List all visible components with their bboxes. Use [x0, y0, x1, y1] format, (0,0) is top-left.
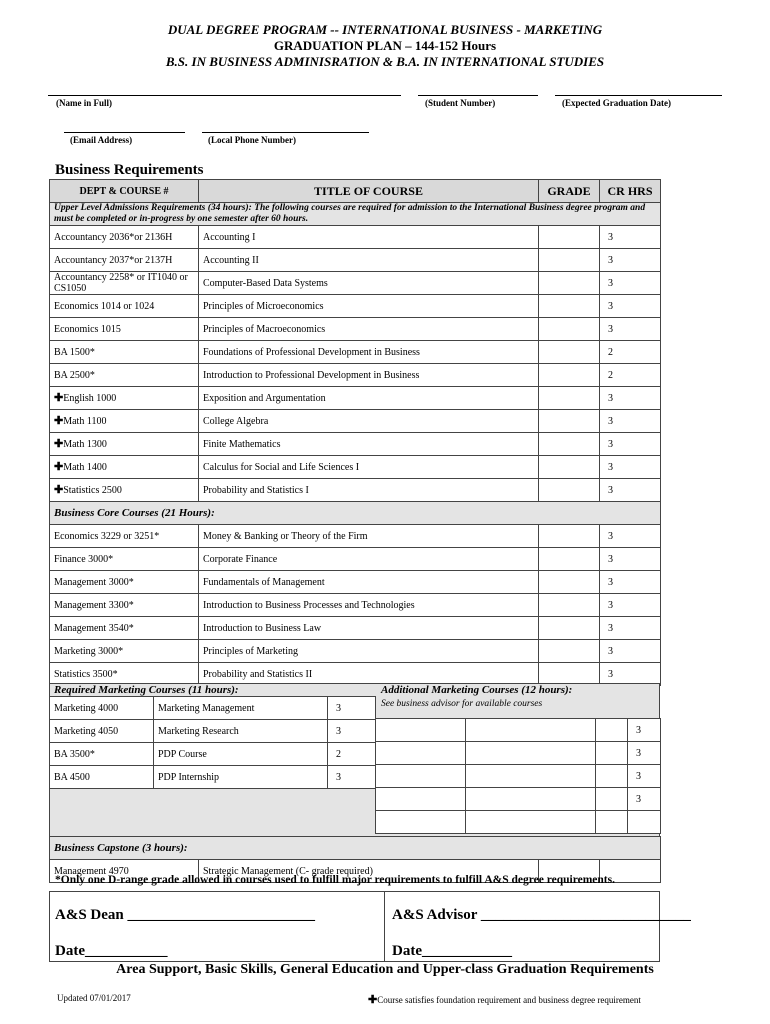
- course-cell: [50, 479, 199, 502]
- grade-cell[interactable]: [539, 364, 600, 387]
- table-row: [50, 697, 376, 720]
- document-title: [0, 22, 770, 70]
- table-row: [50, 456, 661, 479]
- title-cell: Marketing Research: [154, 720, 328, 743]
- grade-cell[interactable]: [539, 456, 600, 479]
- title-cell: Accounting II: [199, 249, 539, 272]
- hrs-cell[interactable]: [628, 811, 661, 834]
- hrs-cell: 3: [328, 766, 376, 789]
- course-cell: Marketing 4050: [50, 720, 154, 743]
- course-cell: Management 3000*: [50, 571, 199, 594]
- title-cell: Money & Banking or Theory of the Firm: [199, 525, 539, 548]
- plus-icon: ✚: [54, 483, 64, 496]
- course-label: English 1000: [63, 392, 117, 404]
- hrs-cell: 2: [328, 743, 376, 766]
- title-cell: Finite Mathematics: [199, 433, 539, 456]
- plus-legend: [368, 993, 641, 1006]
- course-cell: Marketing 3000*: [50, 640, 199, 663]
- title-cell: Introduction to Professional Development in Business: [199, 364, 539, 387]
- course-cell: Economics 3229 or 3251*: [50, 525, 199, 548]
- title-cell: Marketing Management: [154, 697, 328, 720]
- hrs-cell: 3: [600, 295, 661, 318]
- table-header: [50, 180, 661, 203]
- title-cell: Exposition and Argumentation: [199, 387, 539, 410]
- updated-date: Updated 07/01/2017: [57, 993, 131, 1003]
- hrs-cell: 3: [600, 226, 661, 249]
- title-cell[interactable]: [466, 765, 596, 788]
- plus-icon: ✚: [54, 460, 64, 473]
- course-cell[interactable]: [376, 742, 466, 765]
- graduation-date-label: (Expected Graduation Date): [562, 98, 671, 108]
- header-grade: GRADE: [539, 180, 600, 203]
- title-cell: Introduction to Business Law: [199, 617, 539, 640]
- advisor-date[interactable]: Date____________: [392, 943, 512, 959]
- course-label: Accountancy 2037*or 2137H: [54, 254, 173, 266]
- table-row: [376, 742, 661, 765]
- phone-label: (Local Phone Number): [208, 135, 296, 145]
- course-label: BA 2500*: [54, 369, 95, 381]
- course-cell: [50, 295, 199, 318]
- course-cell: [50, 433, 199, 456]
- course-cell[interactable]: [376, 719, 466, 742]
- hrs-cell: 3: [628, 742, 661, 765]
- requirements-table: [49, 179, 661, 686]
- grade-cell[interactable]: [539, 617, 600, 640]
- course-cell: Marketing 4000: [50, 697, 154, 720]
- course-cell[interactable]: [376, 811, 466, 834]
- grade-cell[interactable]: [596, 811, 628, 834]
- title-cell: Strategic Management (C- grade required): [199, 860, 539, 883]
- grade-cell[interactable]: [539, 226, 600, 249]
- title-cell: Introduction to Business Processes and Technologies: [199, 594, 539, 617]
- course-cell: [50, 272, 199, 295]
- table-row: [50, 720, 376, 743]
- table-row: [50, 249, 661, 272]
- title-cell: PDP Course: [154, 743, 328, 766]
- table-row: [50, 341, 661, 364]
- legend-text: Course satisfies foundation requirement and business degree requirement: [377, 995, 641, 1005]
- title-line-2: GRADUATION PLAN – 144-152 Hours: [273, 38, 497, 53]
- grade-cell[interactable]: [539, 479, 600, 502]
- title-cell: Fundamentals of Management: [199, 571, 539, 594]
- hrs-cell: 3: [600, 617, 661, 640]
- table-row: [50, 410, 661, 433]
- hrs-cell: 3: [600, 525, 661, 548]
- grade-cell[interactable]: [539, 341, 600, 364]
- signature-divider: [384, 891, 385, 962]
- table-row: [50, 295, 661, 318]
- course-cell[interactable]: [376, 765, 466, 788]
- title-cell: Probability and Statistics I: [199, 479, 539, 502]
- hrs-cell: 3: [600, 640, 661, 663]
- hrs-cell: 3: [600, 456, 661, 479]
- title-line-3: B.S. IN BUSINESS ADMINISRATION & B.A. IN INTERNATIONAL STUDIES: [165, 54, 605, 69]
- grade-cell[interactable]: [539, 387, 600, 410]
- course-cell: [50, 364, 199, 387]
- course-label: Accountancy 2258* or IT1040 or CS1050: [54, 272, 188, 294]
- plus-icon: ✚: [54, 391, 64, 404]
- title-cell: Foundations of Professional Development in Business: [199, 341, 539, 364]
- hrs-cell: 3: [628, 765, 661, 788]
- title-cell: Computer-Based Data Systems: [199, 272, 539, 295]
- course-label: BA 1500*: [54, 346, 95, 358]
- grade-cell[interactable]: [539, 571, 600, 594]
- table-row: [376, 788, 661, 811]
- title-cell: College Algebra: [199, 410, 539, 433]
- course-cell: [50, 341, 199, 364]
- hrs-cell: 3: [600, 663, 661, 686]
- hrs-cell: 3: [600, 479, 661, 502]
- table-row: [50, 617, 661, 640]
- hrs-cell: 3: [628, 719, 661, 742]
- table-row: [50, 479, 661, 502]
- course-label: Economics 1014 or 1024: [54, 300, 155, 312]
- section-title: Business Requirements: [55, 162, 204, 178]
- course-cell: [50, 249, 199, 272]
- course-cell: BA 4500: [50, 766, 154, 789]
- title-cell: Calculus for Social and Life Sciences I: [199, 456, 539, 479]
- course-label: Math 1300: [63, 438, 107, 450]
- course-cell: [50, 226, 199, 249]
- table-row: [376, 719, 661, 742]
- hrs-cell: 3: [600, 318, 661, 341]
- table-row: [50, 364, 661, 387]
- grade-cell[interactable]: [539, 272, 600, 295]
- grade-cell[interactable]: [596, 765, 628, 788]
- name-label: (Name in Full): [56, 98, 112, 108]
- course-cell: [50, 456, 199, 479]
- grade-cell[interactable]: [539, 249, 600, 272]
- title-cell[interactable]: [466, 811, 596, 834]
- table-row: [50, 640, 661, 663]
- hrs-cell: 3: [328, 720, 376, 743]
- grade-cell[interactable]: [539, 548, 600, 571]
- grade-cell[interactable]: [539, 295, 600, 318]
- plus-icon: ✚: [54, 437, 64, 450]
- grade-cell[interactable]: [539, 410, 600, 433]
- grade-cell[interactable]: [596, 742, 628, 765]
- required-marketing-table: [49, 696, 376, 789]
- phone-line[interactable]: [202, 132, 369, 133]
- header-title: TITLE OF COURSE: [199, 180, 539, 203]
- header-dept: DEPT & COURSE #: [50, 180, 199, 203]
- grade-cell[interactable]: [539, 594, 600, 617]
- table-row: [50, 433, 661, 456]
- additional-marketing-heading: Additional Marketing Courses (12 hours):: [381, 684, 573, 696]
- hrs-cell: 3: [600, 410, 661, 433]
- grade-cell[interactable]: [539, 525, 600, 548]
- grade-cell[interactable]: [596, 788, 628, 811]
- hrs-cell: 2: [600, 341, 661, 364]
- hrs-cell: 3: [600, 594, 661, 617]
- table-row: [50, 548, 661, 571]
- course-cell: Statistics 3500*: [50, 663, 199, 686]
- course-cell: [50, 318, 199, 341]
- graduation-date-line[interactable]: [555, 95, 722, 96]
- title-cell: Principles of Microeconomics: [199, 295, 539, 318]
- table-row: [50, 743, 376, 766]
- additional-marketing-table: [375, 718, 661, 834]
- hrs-cell: 3: [600, 548, 661, 571]
- plus-icon: ✚: [54, 414, 64, 427]
- hrs-cell: 3: [328, 697, 376, 720]
- course-label: Math 1400: [63, 461, 107, 473]
- course-cell: Management 4970: [50, 860, 199, 883]
- title-cell: PDP Internship: [154, 766, 328, 789]
- dean-signature[interactable]: A&S Dean _________________________: [55, 907, 316, 923]
- title-cell: Principles of Marketing: [199, 640, 539, 663]
- capstone-heading-row: [50, 837, 661, 860]
- table-row: [50, 594, 661, 617]
- hrs-cell: 3: [600, 433, 661, 456]
- table-row: [50, 318, 661, 341]
- header-hrs: CR HRS: [600, 180, 661, 203]
- course-cell: Finance 3000*: [50, 548, 199, 571]
- course-label: Math 1100: [63, 415, 107, 427]
- plus-icon: ✚: [368, 994, 378, 1006]
- hrs-cell: 3: [600, 272, 661, 295]
- table-row: [376, 765, 661, 788]
- course-cell: [50, 387, 199, 410]
- title-cell: Corporate Finance: [199, 548, 539, 571]
- student-number-label: (Student Number): [425, 98, 496, 108]
- table-row: [376, 811, 661, 834]
- core-heading-row: [50, 502, 661, 525]
- course-label: Statistics 2500: [63, 484, 122, 496]
- grade-cell[interactable]: [539, 433, 600, 456]
- hrs-cell: 3: [600, 387, 661, 410]
- title-cell: Probability and Statistics II: [199, 663, 539, 686]
- email-label: (Email Address): [70, 135, 133, 145]
- grade-cell[interactable]: [596, 719, 628, 742]
- required-marketing-heading: Required Marketing Courses (11 hours):: [54, 684, 239, 696]
- title-cell[interactable]: [466, 788, 596, 811]
- d-grade-note: *Only one D-range grade allowed in courses used to fulfill major requirements to fulfill A&S degree requirements.: [55, 874, 615, 886]
- title-cell[interactable]: [466, 742, 596, 765]
- name-line[interactable]: [48, 95, 401, 96]
- hrs-cell: 3: [600, 249, 661, 272]
- course-cell: Management 3540*: [50, 617, 199, 640]
- course-cell: BA 3500*: [50, 743, 154, 766]
- grade-cell[interactable]: [539, 640, 600, 663]
- title-cell[interactable]: [466, 719, 596, 742]
- table-row: [50, 766, 376, 789]
- hrs-cell: 2: [600, 364, 661, 387]
- grade-cell[interactable]: [539, 318, 600, 341]
- table-row: [50, 226, 661, 249]
- upper-level-heading-row: [50, 203, 661, 226]
- course-label: Economics 1015: [54, 323, 121, 335]
- footer-title: Area Support, Basic Skills, General Education and Upper-class Graduation Requirements: [116, 962, 654, 977]
- student-number-line[interactable]: [418, 95, 538, 96]
- course-label: Accountancy 2036*or 2136H: [54, 231, 173, 243]
- title-cell: Accounting I: [199, 226, 539, 249]
- title-cell: Principles of Macroeconomics: [199, 318, 539, 341]
- table-row: [50, 272, 661, 295]
- title-line-1: DUAL DEGREE PROGRAM -- INTERNATIONAL BUSINESS - MARKETING: [167, 22, 603, 37]
- hrs-cell: 3: [600, 571, 661, 594]
- upper-level-heading: Upper Level Admissions Requirements (34 hours): The following courses are required for admission to the International Business degree program and must be completed or in-progress by one semester after 60 hours.: [50, 203, 661, 226]
- table-row: [50, 571, 661, 594]
- course-cell[interactable]: [376, 788, 466, 811]
- dean-date[interactable]: Date___________: [55, 943, 168, 959]
- core-heading: Business Core Courses (21 Hours):: [50, 502, 661, 525]
- hrs-cell: 3: [628, 788, 661, 811]
- course-cell: Management 3300*: [50, 594, 199, 617]
- capstone-heading: Business Capstone (3 hours):: [50, 837, 661, 860]
- additional-marketing-note: See business advisor for available courses: [381, 699, 543, 709]
- table-row: [50, 387, 661, 410]
- table-row: [50, 525, 661, 548]
- email-line[interactable]: [64, 132, 185, 133]
- advisor-signature[interactable]: A&S Advisor ____________________________: [392, 907, 691, 923]
- course-cell: [50, 410, 199, 433]
